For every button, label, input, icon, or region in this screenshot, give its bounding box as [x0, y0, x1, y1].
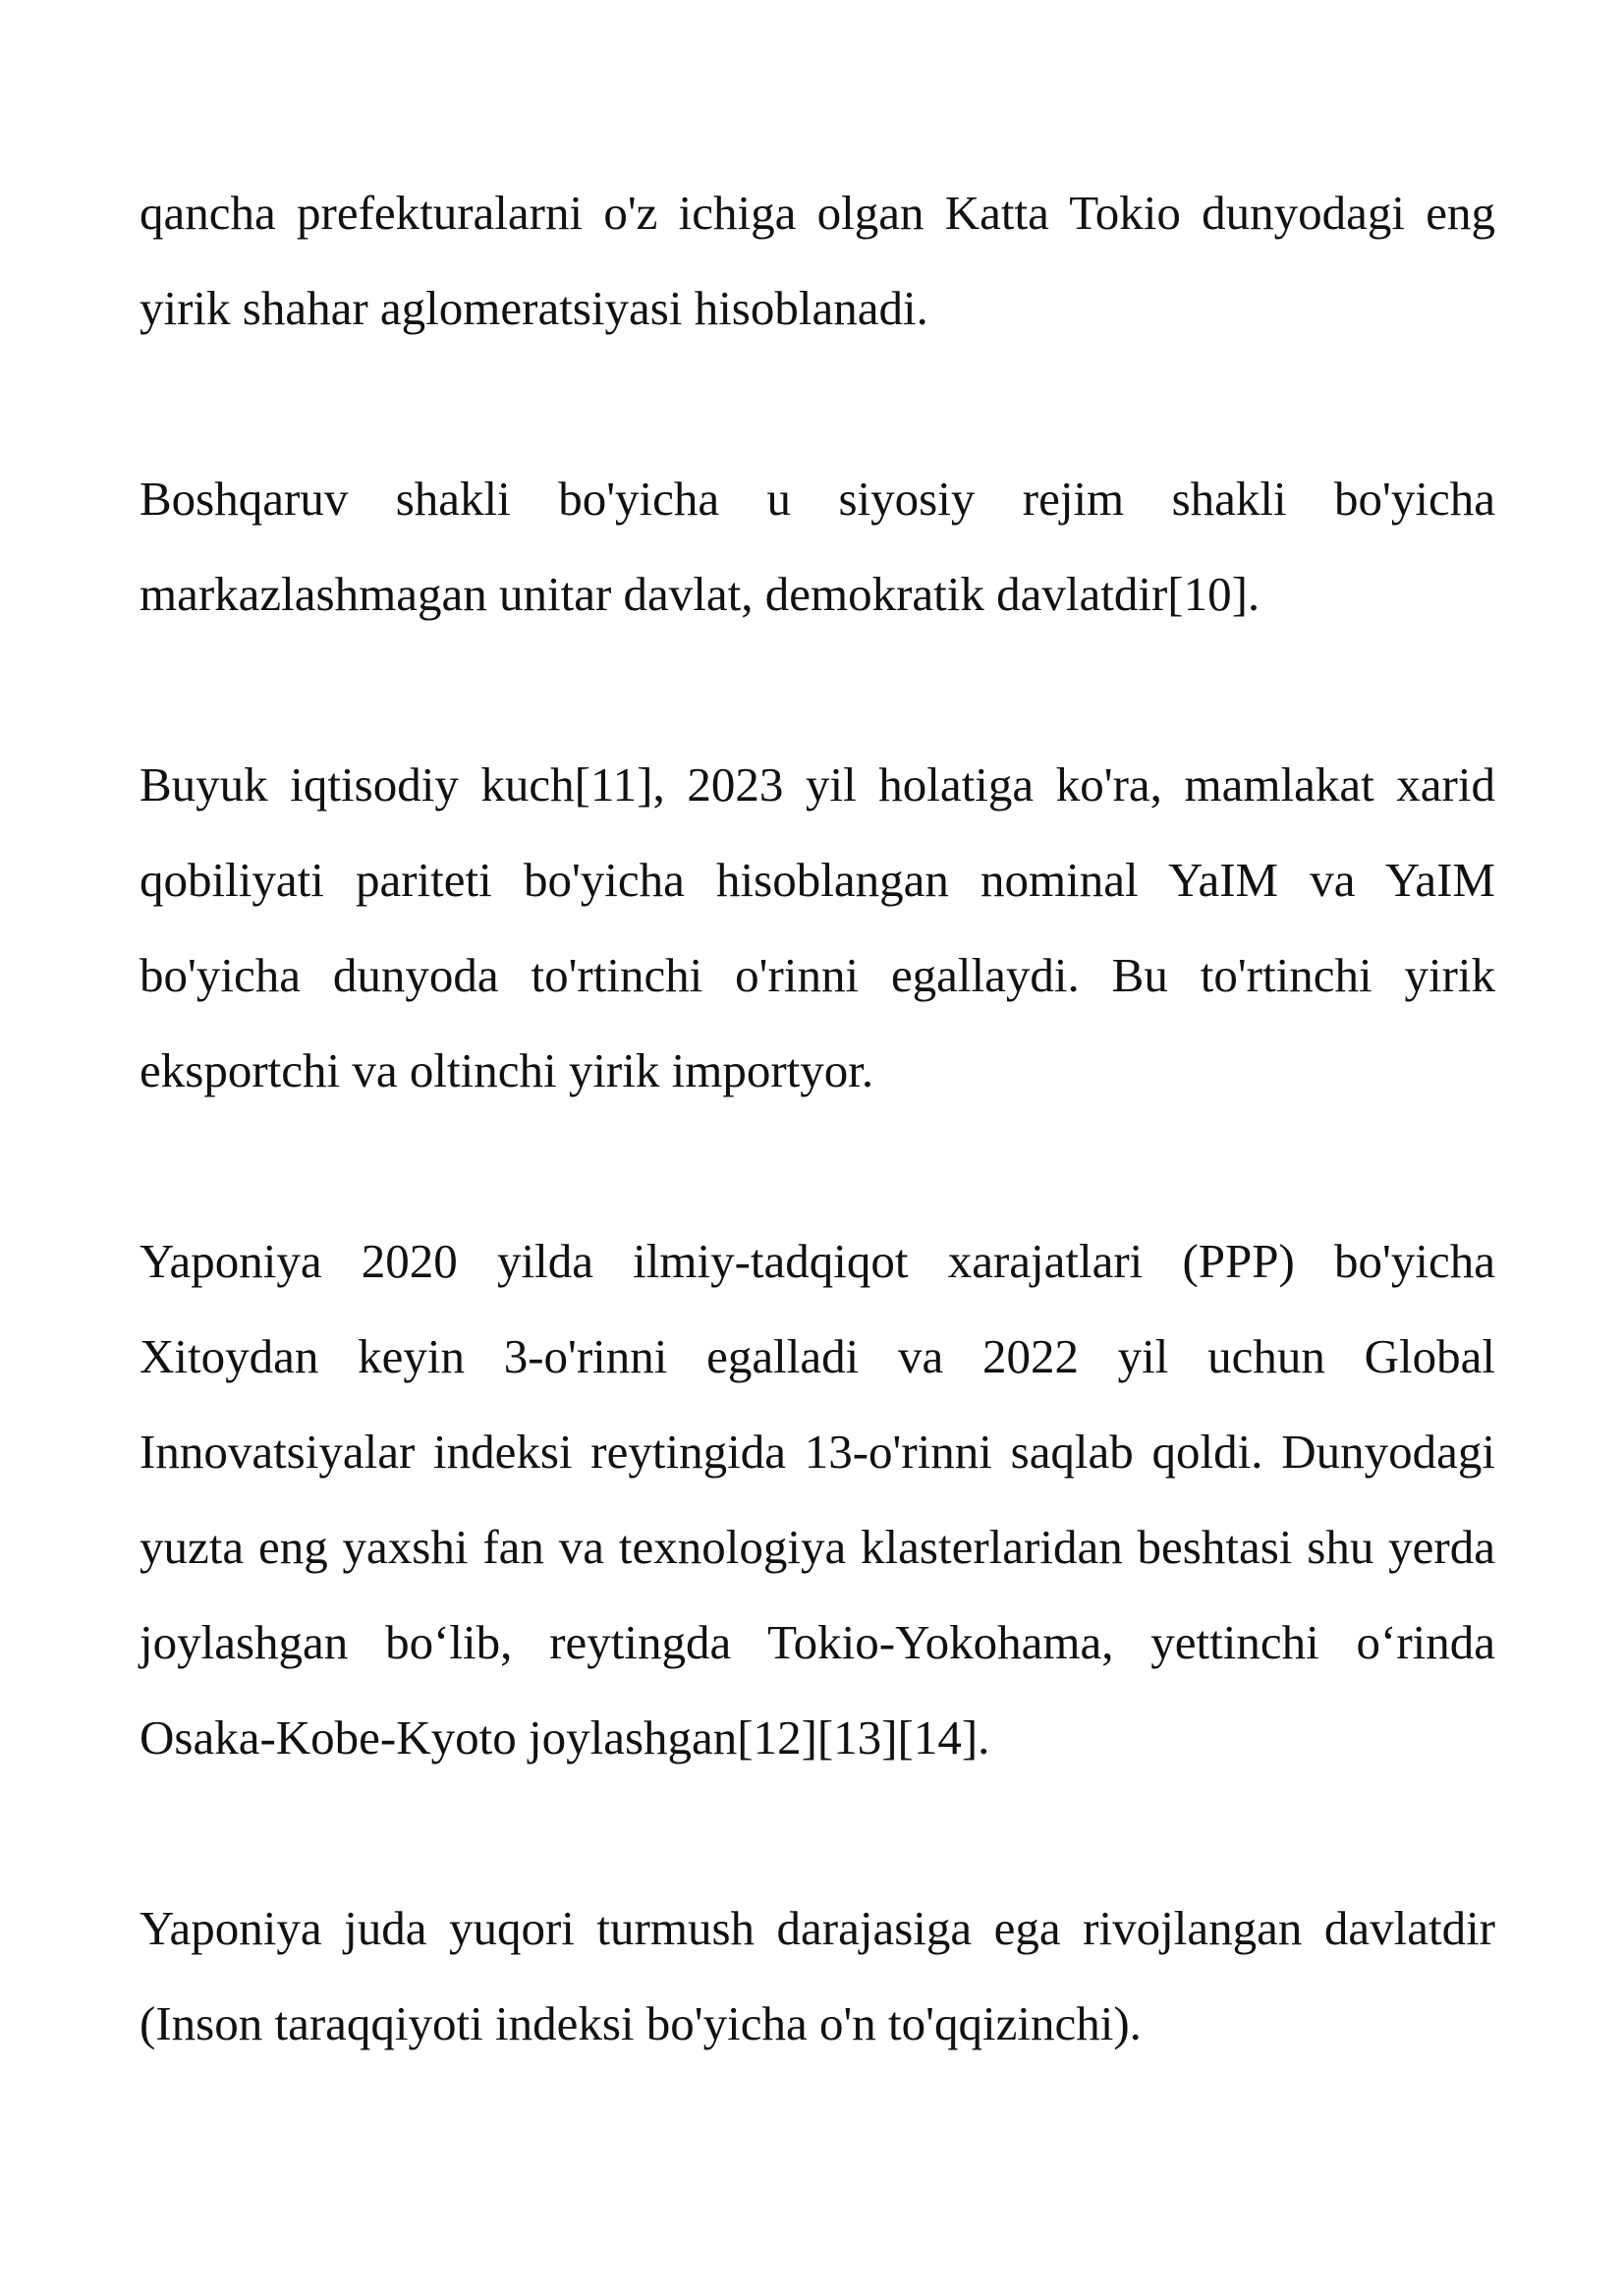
paragraph-3: Buyuk iqtisodiy kuch[11], 2023 yil holatiga ko'ra, mamlakat xarid qobiliyati pariteti bo'yicha hisoblangan nominal YaIM va YaIM bo'yicha dunyoda to'rtinchi o'rinni egallaydi. Bu to'rtinchi yirik eksportchi va oltinchi yirik importyor. [140, 757, 1495, 1097]
paragraph-5: Yaponiya juda yuqori turmush darajasiga ega rivojlangan davlatdir (Inson taraqqiyoti indeksi bo'yicha o'n to'qqizinchi). [140, 1901, 1495, 2050]
document-body [140, 165, 1495, 2071]
paragraph-4: Yaponiya 2020 yilda ilmiy-tadqiqot xarajatlari (PPP) bo'yicha Xitoydan keyin 3-o'rinni egalladi va 2022 yil uchun Global Innovatsiyalar indeksi reytingida 13-o'rinni saqlab qoldi. Dunyodagi yuzta eng yaxshi fan va texnologiya klasterlaridan beshtasi shu yerda joylashgan bo‘lib, reytingda Tokio-Yokohama, yettinchi o‘rinda Osaka-Kobe-Kyoto joylashgan[12][13][14]. [140, 1234, 1495, 1764]
paragraph-2: Boshqaruv shakli bo'yicha u siyosiy rejim shakli bo'yicha markazlashmagan unitar davlat, demokratik davlatdir[10]. [140, 472, 1495, 621]
paragraph-1: qancha prefekturalarni o'z ichiga olgan Katta Tokio dunyodagi eng yirik shahar aglomeratsiyasi hisoblanadi. [140, 186, 1495, 335]
